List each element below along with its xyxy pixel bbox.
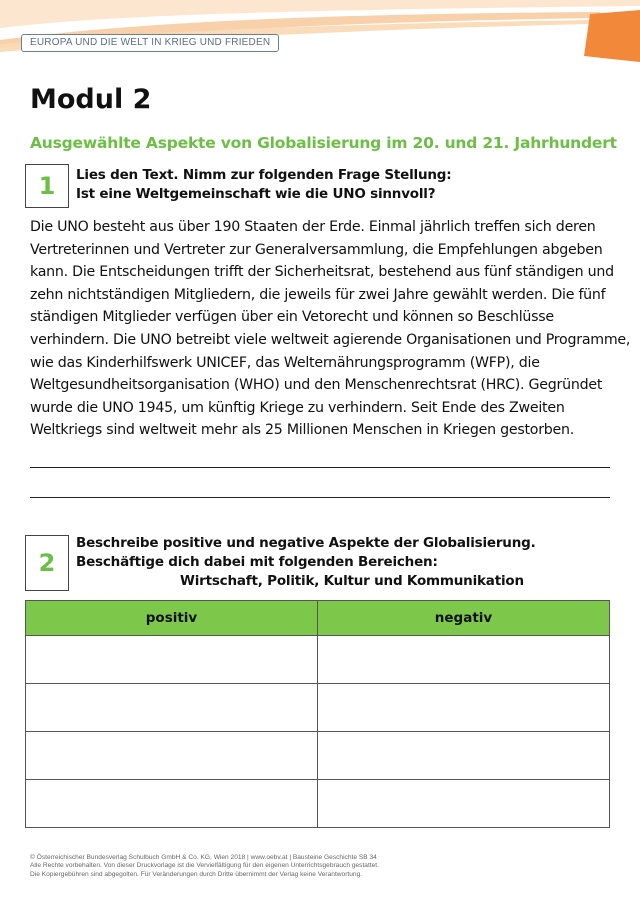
- task1-line2: Ist eine Weltgemeinschaft wie die UNO sinnvoll?: [76, 186, 436, 202]
- negative-cell[interactable]: [318, 636, 610, 684]
- positive-cell[interactable]: [26, 636, 318, 684]
- task1-line1: Lies den Text. Nimm zur folgenden Frage Stellung:: [76, 167, 452, 183]
- module-title: Modul 2: [30, 84, 152, 115]
- positive-cell[interactable]: [26, 780, 318, 828]
- negative-cell[interactable]: [318, 780, 610, 828]
- positive-cell[interactable]: [26, 732, 318, 780]
- answer-line-1[interactable]: [30, 467, 610, 468]
- paragraph-line: ständigen Mitglieder verfügen über ein Vetorecht und können so Beschlüsse: [30, 309, 554, 326]
- module-subtitle: Ausgewählte Aspekte von Globalisierung im 20. und 21. Jahrhundert: [30, 134, 617, 152]
- table-row: [26, 732, 610, 780]
- paragraph-line: Weltkriegs sind weltweit mehr als 25 Millionen Menschen in Kriegen gestorben.: [30, 422, 575, 439]
- answer-line-2[interactable]: [30, 497, 610, 498]
- task2-line1: Beschreibe positive und negative Aspekte der Globalisierung.: [76, 535, 536, 551]
- positive-cell[interactable]: [26, 684, 318, 732]
- task-number-2: 2: [25, 535, 69, 591]
- task2-line2: Beschäftige dich dabei mit folgenden Bereichen:: [76, 554, 438, 570]
- paragraph-line: Weltgesundheitsorganisation (WHO) und den Menschenrechtsrat (HRC). Gegründet: [30, 377, 603, 394]
- column-header-positive: positiv: [26, 601, 318, 636]
- paragraph-line: verhindern. Die UNO betreibt viele weltweit agierende Organisationen und Programme,: [30, 331, 631, 348]
- paragraph-line: Vertreterinnen und Vertreter zur Generalversammlung, die Empfehlungen abgeben: [30, 241, 603, 258]
- paragraph-line: wurde die UNO 1945, um künftig Kriege zu verhindern. Seit Ende des Zweiten: [30, 399, 565, 416]
- task1-paragraph: [30, 216, 631, 442]
- paragraph-line: wie das Kinderhilfswerk UNICEF, das Welternährungsprogramm (WFP), die: [30, 354, 540, 371]
- paragraph-line: Die UNO besteht aus über 190 Staaten der Erde. Einmal jährlich treffen sich deren: [30, 219, 596, 235]
- negative-cell[interactable]: [318, 732, 610, 780]
- paragraph-line: kann. Die Entscheidungen trifft der Sicherheitsrat, bestehend aus fünf ständigen und: [30, 264, 614, 281]
- task-number-1: 1: [25, 164, 69, 208]
- table-row: [26, 780, 610, 828]
- paragraph-line: zehn nichtständigen Mitgliedern, die jeweils für zwei Jahre gewählt werden. Die fünf: [30, 286, 606, 303]
- aspects-table: [25, 600, 610, 828]
- footer-line-3: Die Kopiergebühren sind abgegolten. Für Veränderungen durch Dritte übernimmt der Verlag keine Verantwortung.: [30, 870, 363, 878]
- task2-instruction: [76, 534, 536, 591]
- series-label: EUROPA UND DIE WELT IN KRIEG UND FRIEDEN: [21, 34, 279, 52]
- task1-instruction: [76, 166, 451, 204]
- footer-line-2: Alle Rechte vorbehalten. Von dieser Druckvorlage ist die Vervielfältigung für den eigenen Unterrichtsgebrauch gestattet.: [30, 862, 379, 870]
- task2-line3: Wirtschaft, Politik, Kultur und Kommunikation: [180, 573, 524, 589]
- table-row: [26, 684, 610, 732]
- table-row: [26, 636, 610, 684]
- negative-cell[interactable]: [318, 684, 610, 732]
- column-header-negative: negativ: [318, 601, 610, 636]
- footer-line-1: © Österreichischer Bundesverlag Schulbuch GmbH & Co. KG, Wien 2018 | www.oebv.at | Bausteine Geschichte SB 34: [30, 854, 377, 861]
- copyright-footer: [30, 854, 379, 879]
